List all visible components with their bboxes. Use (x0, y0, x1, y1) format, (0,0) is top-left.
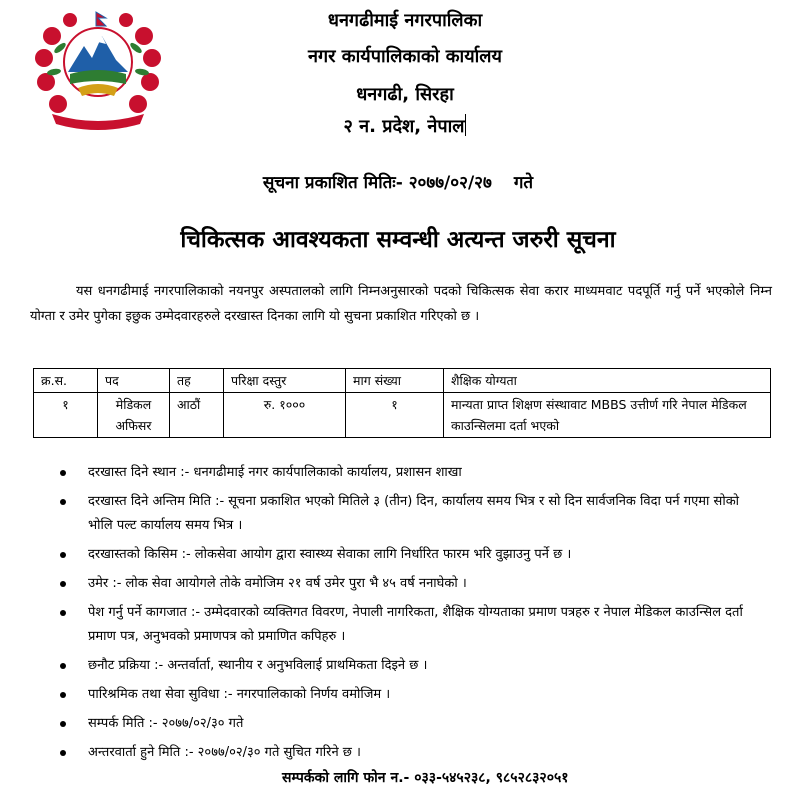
list-item: अन्तरवार्ता हुने मिति :- २०७७/०२/३० गते सुचित गरिने छ । (56, 741, 756, 765)
cell-exam-fee: रु. १००० (224, 393, 346, 438)
office-name: नगर कार्यपालिकाको कार्यालय (308, 46, 502, 67)
nepal-government-emblem-icon (30, 6, 166, 130)
publication-date (0, 170, 796, 193)
office-address: धनगढी, सिरहा (356, 84, 454, 105)
table-row (34, 393, 771, 438)
list-item: सम्पर्क मिति :- २०७७/०२/३० गते (56, 712, 756, 736)
notice-title: चिकित्सक आवश्यकता सम्वन्धी अत्यन्त जरुरी सूचना (180, 227, 616, 253)
list-item: पेश गर्नु पर्ने कागजात :- उम्मेदवारको व्यक्तिगत विवरण, नेपाली नागरिकता, शैक्षिक योग्यताका प्रमाण पत्रहरु र नेपाल मेडिकल काउन्सिल दर्ता प्रमाण पत्र, अनुभवको प्रमाणपत्र को प्रमाणित कपिहरु । (56, 601, 756, 649)
table-header-row (34, 369, 771, 393)
cell-level: आठौं (170, 393, 224, 438)
list-item: दरखास्त दिने स्थान :- धनगढीमाई नगर कार्यपालिकाको कार्यालय, प्रशासन शाखा (56, 461, 756, 485)
text-cursor (465, 114, 466, 136)
list-item: दरखास्त दिने अन्तिम मिति :- सूचना प्रकाशित भएको मितिले ३ (तीन) दिन, कार्यालय समय भित्र र सो दिन सार्वजनिक विदा पर्न गएमा सोको भोलि पल्ट कार्यालय समय भित्र । (56, 490, 756, 538)
column-header-post: पद (98, 369, 170, 393)
column-header-level: तह (170, 369, 224, 393)
details-list (56, 461, 756, 770)
list-item: पारिश्रमिक तथा सेवा सुविधा :- नगरपालिकाको निर्णय वमोजिम । (56, 683, 756, 707)
publication-date-suffix: गते (513, 173, 534, 193)
cell-demand-count: १ (346, 393, 444, 438)
list-item: दरखास्तको किसिम :- लोकसेवा आयोग द्वारा स्वास्थ्य सेवाका लागि निर्धारित फारम भरि वुझाउनु पर्ने छ । (56, 543, 756, 567)
column-header-serial: क्र.स. (34, 369, 98, 393)
province-text: २ न. प्रदेश, नेपाल (343, 116, 465, 137)
vacancy-table (33, 368, 771, 438)
province-line (220, 114, 590, 138)
cell-post: मेडिकल अफिसर (98, 393, 170, 438)
column-header-demand-count: माग संख्या (346, 369, 444, 393)
publication-date-label: सूचना प्रकाशित मितिः- २०७७/०२/२७ (262, 173, 492, 193)
column-header-qualification: शैक्षिक योग्यता (444, 369, 771, 393)
notice-intro: यस धनगढीमाई नगरपालिकाको नयनपुर अस्पतालको लागि निम्नअनुसारको पदको चिकित्सक सेवा करार माध्यमवाट पदपूर्ति गर्नु पर्ने भएकोले निम्न योग्ता र उमेर पुगेका इछुक उम्मेदवारहरुले दरखास्त दिनका लागि यो सुचना प्रकाशित गरिएको छ । (30, 284, 772, 324)
contact-phone: सम्पर्कको लागि फोन न.- ०३३-५४५२३८, ९८५२८३२०५१ (282, 770, 569, 786)
list-item: छनौट प्रक्रिया :- अन्तर्वार्ता, स्थानीय र अनुभविलाई प्राथमिकता दिइने छ । (56, 654, 756, 678)
column-header-exam-fee: परिक्षा दस्तुर (224, 369, 346, 393)
cell-serial: १ (34, 393, 98, 438)
municipality-name: धनगढीमाई नगरपालिका (327, 10, 483, 31)
cell-qualification: मान्यता प्राप्त शिक्षण संस्थावाट MBBS उत्तीर्ण गरि नेपाल मेडिकल काउन्सिलमा दर्ता भएको (444, 393, 771, 438)
list-item: उमेर :- लोक सेवा आयोगले तोके वमोजिम २१ वर्ष उमेर पुरा भै ४५ वर्ष ननाघेको । (56, 572, 756, 596)
